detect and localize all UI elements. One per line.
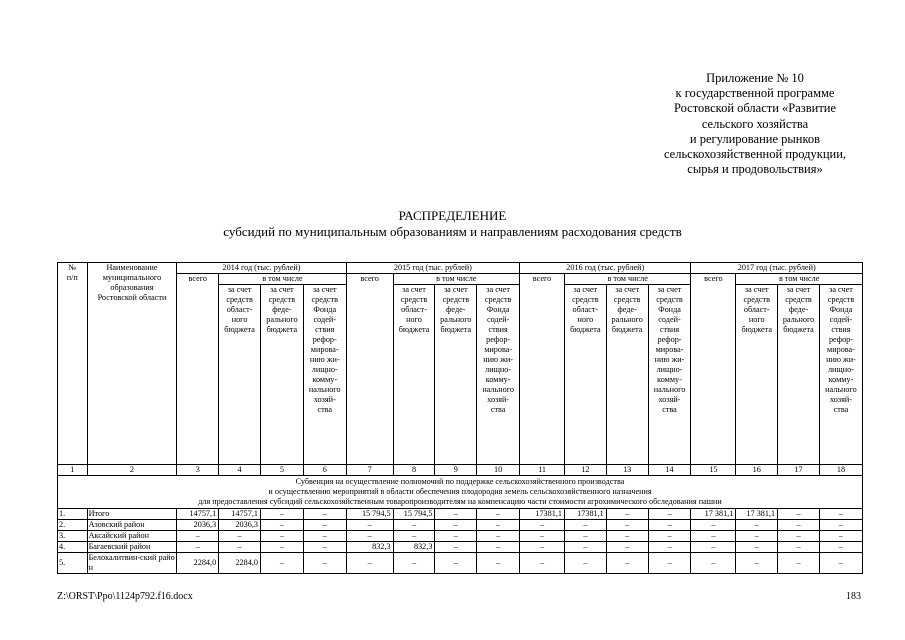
row-value: – — [303, 531, 346, 542]
row-value: – — [393, 520, 435, 531]
row-number: 3. — [58, 531, 88, 542]
row-value: – — [303, 542, 346, 553]
row-value: – — [691, 542, 736, 553]
total-header: всего — [691, 274, 736, 465]
col-header-name: Наименование муниципального образования Ростовской области — [87, 263, 177, 465]
table-row — [58, 509, 863, 520]
appendix-line: сырья и продовольствия» — [687, 162, 823, 177]
table-row — [58, 520, 863, 531]
including-header: в том числе — [564, 274, 690, 285]
table-row — [58, 542, 863, 553]
column-number: 6 — [303, 465, 346, 476]
row-value: 2284,0 — [177, 553, 219, 574]
row-value: 17 381,1 — [691, 509, 736, 520]
row-value: 14757,1 — [177, 509, 219, 520]
table-body — [58, 509, 863, 574]
row-value: 2036,3 — [219, 520, 261, 531]
row-value: 2284,0 — [219, 553, 261, 574]
row-value: – — [564, 553, 606, 574]
row-value: – — [177, 531, 219, 542]
row-number: 2. — [58, 520, 88, 531]
row-value: – — [648, 553, 691, 574]
sub-header-fund: за счет средств Фонда содей- ствия рефор- мирова- нию жи- лищно- комму- нального хозяй- ства — [303, 285, 346, 465]
column-number: 10 — [477, 465, 520, 476]
document-title — [0, 208, 905, 240]
appendix-header — [600, 71, 905, 177]
row-value: – — [477, 520, 520, 531]
row-value: – — [564, 520, 606, 531]
row-value: – — [736, 520, 778, 531]
row-value: – — [477, 553, 520, 574]
row-value: – — [477, 542, 520, 553]
row-value: – — [435, 542, 477, 553]
sub-header-oblast: за счет средств област- ного бюджета — [564, 285, 606, 465]
page-number: 183 — [846, 591, 861, 602]
title-subheading: субсидий по муниципальным образованиям и направлениям расходования средств — [223, 224, 682, 239]
row-value: – — [477, 531, 520, 542]
year-header-2016: 2016 год (тыс. рублей) — [520, 263, 691, 274]
title-heading: РАСПРЕДЕЛЕНИЕ — [398, 208, 507, 223]
footer-file-path: Z:\ORST\Ppo\1124p792.f16.docx — [57, 591, 193, 602]
appendix-line: и регулирование рынков — [689, 131, 821, 146]
row-value: – — [819, 531, 862, 542]
row-value: – — [736, 531, 778, 542]
table-row — [58, 531, 863, 542]
row-value: – — [736, 542, 778, 553]
row-value: 17381,1 — [520, 509, 565, 520]
row-value: – — [520, 553, 565, 574]
row-value: – — [177, 542, 219, 553]
row-value: – — [303, 509, 346, 520]
total-header: всего — [177, 274, 219, 465]
row-value: – — [260, 520, 303, 531]
column-number: 3 — [177, 465, 219, 476]
row-value: – — [346, 531, 393, 542]
sub-header-oblast: за счет средств област- ного бюджета — [219, 285, 261, 465]
row-value: 15 794,5 — [393, 509, 435, 520]
row-value: – — [778, 531, 820, 542]
row-value: – — [819, 542, 862, 553]
row-name: Аксайский район — [87, 531, 177, 542]
row-value: – — [260, 542, 303, 553]
column-number: 17 — [778, 465, 820, 476]
column-number: 13 — [606, 465, 648, 476]
column-number: 4 — [219, 465, 261, 476]
row-value: – — [520, 542, 565, 553]
row-value: – — [260, 531, 303, 542]
column-number: 15 — [691, 465, 736, 476]
row-number: 5. — [58, 553, 88, 574]
sub-header-oblast: за счет средств област- ного бюджета — [736, 285, 778, 465]
column-number-row — [58, 465, 863, 476]
column-number: 12 — [564, 465, 606, 476]
row-value: 17381,1 — [564, 509, 606, 520]
including-header: в том числе — [219, 274, 347, 285]
section-title-row — [58, 476, 863, 509]
row-value: – — [303, 553, 346, 574]
row-name: Белокалитвин-ский район — [87, 553, 177, 574]
row-value: – — [520, 531, 565, 542]
row-value: – — [819, 553, 862, 574]
column-number: 11 — [520, 465, 565, 476]
year-header-2017: 2017 год (тыс. рублей) — [691, 263, 863, 274]
row-value: – — [691, 553, 736, 574]
appendix-line: сельского хозяйства — [701, 116, 809, 131]
row-value: – — [260, 553, 303, 574]
row-number: 4. — [58, 542, 88, 553]
column-number: 7 — [346, 465, 393, 476]
appendix-line: Ростовской области «Развитие — [673, 101, 837, 116]
row-value: – — [435, 509, 477, 520]
row-value: – — [778, 520, 820, 531]
sub-header-federal: за счет средств феде- рального бюджета — [260, 285, 303, 465]
row-value: – — [564, 531, 606, 542]
sub-header-federal: за счет средств феде- рального бюджета — [606, 285, 648, 465]
column-number: 16 — [736, 465, 778, 476]
row-value: – — [219, 531, 261, 542]
row-value: – — [819, 509, 862, 520]
row-name: Итого — [87, 509, 177, 520]
row-value: – — [606, 520, 648, 531]
year-header-2014: 2014 год (тыс. рублей) — [177, 263, 346, 274]
row-value: – — [435, 531, 477, 542]
column-number: 5 — [260, 465, 303, 476]
row-value: – — [648, 520, 691, 531]
row-value: – — [260, 509, 303, 520]
column-number: 14 — [648, 465, 691, 476]
sub-header-fund: за счет средств Фонда содей- ствия рефор- мирова- нию жи- лищно- комму- нального хозяй- ства — [648, 285, 691, 465]
row-value: – — [778, 542, 820, 553]
appendix-line: сельскохозяйственной продукции, — [663, 147, 847, 162]
row-value: 17 381,1 — [736, 509, 778, 520]
row-number: 1. — [58, 509, 88, 520]
row-value: – — [346, 553, 393, 574]
row-value: – — [691, 520, 736, 531]
row-value: 2036,3 — [177, 520, 219, 531]
total-header: всего — [520, 274, 565, 465]
column-number: 1 — [58, 465, 88, 476]
sub-header-federal: за счет средств феде- рального бюджета — [435, 285, 477, 465]
row-value: – — [477, 509, 520, 520]
subsidy-distribution-table — [57, 262, 863, 574]
sub-header-fund: за счет средств Фонда содей- ствия рефор- мирова- нию жи- лищно- комму- нального хозяй- ства — [819, 285, 862, 465]
column-number: 18 — [819, 465, 862, 476]
row-value: – — [606, 542, 648, 553]
row-value: 15 794,5 — [346, 509, 393, 520]
row-value: – — [435, 553, 477, 574]
row-value: – — [736, 553, 778, 574]
row-value: – — [648, 509, 691, 520]
row-value: – — [648, 542, 691, 553]
row-name: Азовский район — [87, 520, 177, 531]
col-header-number: № п/п — [58, 263, 88, 465]
row-value: – — [648, 531, 691, 542]
row-value: – — [606, 509, 648, 520]
row-value: – — [819, 520, 862, 531]
row-value: – — [303, 520, 346, 531]
column-number: 9 — [435, 465, 477, 476]
row-value: – — [564, 542, 606, 553]
sub-header-fund: за счет средств Фонда содей- ствия рефор- мирова- нию жи- лищно- комму- нального хозяй- ства — [477, 285, 520, 465]
table-header — [58, 263, 863, 476]
row-value: – — [393, 553, 435, 574]
row-value: – — [346, 520, 393, 531]
row-value: – — [778, 509, 820, 520]
sub-header-federal: за счет средств феде- рального бюджета — [778, 285, 820, 465]
row-value: – — [606, 553, 648, 574]
row-value: – — [606, 531, 648, 542]
table-row — [58, 553, 863, 574]
row-value: – — [393, 531, 435, 542]
sub-header-oblast: за счет средств област- ного бюджета — [393, 285, 435, 465]
total-header: всего — [346, 274, 393, 465]
column-number: 8 — [393, 465, 435, 476]
year-header-2015: 2015 год (тыс. рублей) — [346, 263, 519, 274]
appendix-line: Приложение № 10 — [706, 71, 804, 85]
row-value: 14757,1 — [219, 509, 261, 520]
appendix-line: к государственной программе — [675, 86, 835, 101]
row-value: – — [691, 531, 736, 542]
including-header: в том числе — [736, 274, 863, 285]
row-value: 832,3 — [346, 542, 393, 553]
including-header: в том числе — [393, 274, 519, 285]
row-value: – — [778, 553, 820, 574]
section-title: Субвенция на осуществление полномочий по поддержке сельскохозяйственного производства и осуществлению мероприятий в области обеспечения плодородия земель сельскохозяйственного назначения для предоставления субсидий сельскохозяйственным товаропроизводителям на компенсацию части стоимости агрохимического обследования пашни — [58, 476, 863, 509]
row-name: Багаевский район — [87, 542, 177, 553]
column-number: 2 — [87, 465, 177, 476]
row-value: – — [520, 520, 565, 531]
row-value: 832,3 — [393, 542, 435, 553]
row-value: – — [219, 542, 261, 553]
row-value: – — [435, 520, 477, 531]
